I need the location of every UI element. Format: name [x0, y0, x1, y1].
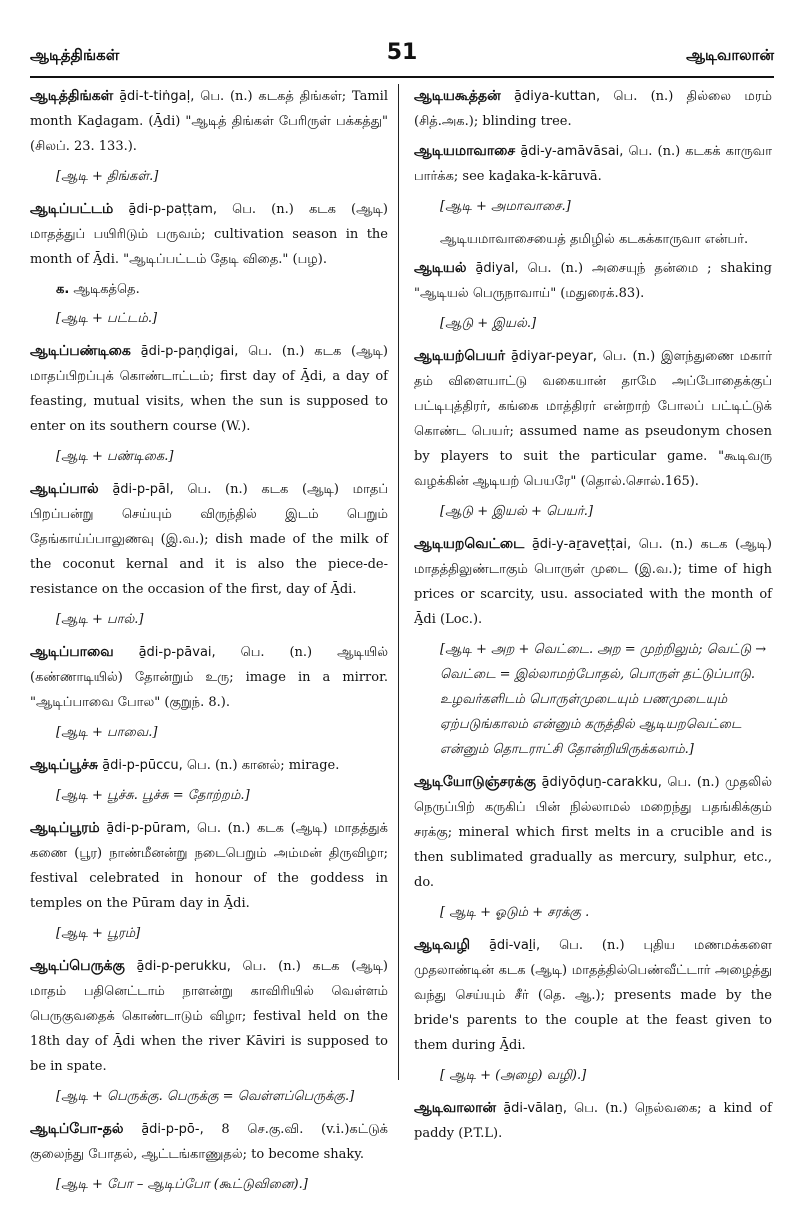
entry-definition: பெ. (n.) கடகக் காருவா பார்க்க; see kaḏaka-k-kāruvā. [414, 144, 772, 184]
entry-transliteration: ā̱di-p-pūram, [106, 821, 191, 836]
entry-headword: ஆடிப்பூரம் [30, 820, 100, 836]
entry-headword: ஆடித்திங்கள் [30, 88, 114, 104]
entry-headword: ஆடியகூத்தன் [414, 88, 501, 104]
entry-etymology: [ஆடி + பண்டிகை.] [56, 449, 174, 464]
dictionary-entry [30, 197, 388, 272]
entry-definition: பெ. (n.) முதலில் நெருப்பிற் கருகிப் பின் நில்லாமல் மறைந்து பதங்கிக்கும் சரக்கு; mineral which first melts in a crucible and is then sublimated gradually as mercury, sulphur, etc., do. [414, 775, 772, 890]
entry-etymology: [ஆடு + இயல் + பெயர்.] [440, 504, 593, 519]
entry-etymology: [ஆடி + பூரம்] [56, 926, 141, 941]
column-divider [398, 84, 399, 1080]
entry-etymology: [ஆடி + பால்.] [56, 612, 144, 627]
entry-headword: ஆடியற்பெயர் [414, 348, 506, 364]
entry-definition: பெ. (n.) கடக (ஆடி) மாதத்துக் கணை (பூர) நாண்மீனன்று நடைபெறும் அம்மன் திருவிழா; festival celebrated in honour of the goddess in temples on the Pūram day in Ā̱di. [30, 821, 389, 911]
entry-headword: ஆடிப்பால் [30, 481, 99, 497]
dictionary-entry [30, 640, 388, 715]
cognate-language: க. [56, 282, 70, 297]
entry-headword: ஆடியறவெட்டை [414, 536, 525, 552]
page-number: 51 [386, 40, 418, 65]
cognate-word: ஆடிகத்தெ. [73, 282, 140, 297]
entry-etymology: [ ஆடி + ஓடும் + சரக்கு . [440, 905, 590, 920]
dictionary-entry [30, 339, 388, 439]
entry-definition: பெ. (n.) இளந்துணை மகார் தம் விளையாட்டு வகையான் தாமே அப்போதைக்குப் பட்டிபுத்திரர், கங்கை மாத்திரர் என்றாற் போலப் பட்டிட்டுக் கொண்ட பெயர்; assumed name as pseudonym chosen by players to suit the particular game. "கூடிவரு வழக்கின் ஆடியற் பெயரே" (தொல்.சொல்.165). [414, 349, 772, 489]
entry-transliteration: ā̱di-vālaṉ, [503, 1101, 567, 1116]
entry-definition: பெ. (n.) அசையுந் தன்மை ; shaking "ஆடியல் பெருநாவாய்" (மதுரைக்.83). [414, 261, 772, 301]
entry-headword: ஆடியோடுஞ்சரக்கு [414, 774, 536, 790]
entry-headword: ஆடியல் [414, 260, 467, 276]
cognate-note [56, 277, 388, 302]
entry-definition: பெ. (n.) தில்லை மரம் (சித்.அக.); blinding tree. [414, 89, 772, 129]
entry-transliteration: ā̱di-p-paṭṭam, [128, 202, 217, 217]
entry-definition: பெ. (n.) கடக (ஆடி) மாதம் பதினெட்டாம் நாளன்று காவிரியில் வெள்ளம் பெருகுவதைக் கொண்டாடும் விழா; festival held on the 18th day of Ā̱di when the river Kāviri is supposed to be in spate. [30, 959, 388, 1074]
dictionary-entry [414, 532, 772, 632]
entry-transliteration: ā̱di-p-pāl, [112, 482, 174, 497]
entry-transliteration: ā̱di-p-perukku, [136, 959, 231, 974]
entry-definition: பெ. (n.) நெல்வகை; a kind of paddy (P.T.L). [414, 1101, 772, 1141]
dictionary-entry [414, 84, 772, 134]
right-column [414, 84, 772, 1151]
entry-headword: ஆடிப்பாவை [30, 644, 114, 660]
entry-headword: ஆடிப்பூச்சு [30, 757, 98, 773]
entry-etymology: [ ஆடி + (அழை) வழி).] [440, 1068, 587, 1083]
dictionary-entry [30, 84, 388, 159]
entry-transliteration: ā̱di-y-aṟaveṭṭai, [531, 537, 632, 552]
entry-definition: பெ. (n.) கானல்; mirage. [186, 758, 340, 773]
dictionary-entry [30, 477, 388, 602]
entry-transliteration: ā̱diyar-peyar, [510, 349, 597, 364]
entry-definition: பெ. (n.) கடக (ஆடி) மாதத்துப் பயிரிடும் பருவம்; cultivation season in the month of Ā̱di. "ஆடிப்பட்டம் தேடி விதை." (பழ). [30, 202, 388, 267]
dictionary-entry [30, 1117, 388, 1167]
entry-definition: பெ. (n.) கடக (ஆடி) மாதத்திலுண்டாகும் பொருள் முடை (இ.வ.); time of high prices or scarcity, usu. associated with the month of Ā̱di (Loc.). [414, 537, 772, 627]
entry-etymology: [ஆடி + பெருக்கு. பெருக்கு = வெள்ளப்பெருக்கு.] [56, 1089, 355, 1104]
entry-etymology: [ஆடி + அற + வெட்டை. அற = முற்றிலும்; வெட்டு → வெட்டை = இல்லாமற்போதல், பொருள் தட்டுப்பாடு. உழவர்களிடம் பொருள்முடையும் பணமுடையும் ஏற்படுங்காலம் என்னும் கருத்தில் ஆடியறவெட்டை என்னும் தொடராட்சி தோன்றியிருக்கலாம்.] [440, 642, 767, 757]
dictionary-entry [414, 139, 772, 189]
entry-etymology: [ஆடி + பாவை.] [56, 725, 158, 740]
entry-definition: பெ. (n.) கடக (ஆடி) மாதப்பிறப்புக் கொண்டாட்டம்; first day of Ā̱di, a day of feasting, mutual visits, when the sun is supposed to enter on its southern course (W.). [30, 344, 388, 434]
entry-definition: பெ. (n.) கடக (ஆடி) மாதப் பிறப்பன்று செய்யும் விருந்தில் இடம் பெறும் தேங்காய்ப்பாலுணவு (இ.வ.); dish made of the milk of the coconut kernal and it is also the piece-de-resistance on the occasion of the first, day of Ā̱di. [30, 482, 389, 597]
entry-etymology: [ஆடி + பூச்சு. பூச்சு = தோற்றம்.] [56, 788, 250, 803]
entry-definition: பெ. (n.) ஆடியில் (கண்ணாடியில்) தோன்றும் உரு; image in a mirror. "ஆடிப்பாவை போல" (குறுந். 8.). [30, 645, 388, 710]
dictionary-entry [414, 1096, 772, 1146]
entry-headword: ஆடியமாவாசை [414, 143, 516, 159]
dictionary-entry [30, 954, 388, 1079]
last-headword: ஆடிவாலான் [686, 46, 774, 64]
header-rule [30, 76, 774, 78]
dictionary-entry [414, 933, 772, 1058]
entry-etymology: [ஆடி + திங்கள்.] [56, 169, 159, 184]
entry-transliteration: ā̱diyōḍuṉ-carakku, [541, 775, 662, 790]
entry-headword: ஆடிப்பட்டம் [30, 201, 114, 217]
entry-transliteration: ā̱di-p-pō-, [141, 1122, 204, 1137]
entry-headword: ஆடிப்போ-தல் [30, 1121, 124, 1137]
entry-headword: ஆடிவாலான் [414, 1100, 497, 1116]
dictionary-entry [414, 344, 772, 494]
entry-transliteration: ā̱di-y-amāvāsai, [520, 144, 624, 159]
page-header [30, 40, 774, 74]
entry-note: ஆடியமாவாசையைத் தமிழில் கடகக்காருவா என்பர். [440, 232, 749, 247]
entry-transliteration: ā̱di-p-pāvai, [138, 645, 216, 660]
entry-transliteration: ā̱di-p-paṇḍigai, [140, 344, 239, 359]
entry-etymology: [ஆடு + இயல்.] [440, 316, 537, 331]
entry-definition: 8 செ.கு.வி. (v.i.)கட்டுக் குலைந்து போதல், ஆட்டங்காணுதல்; to become shaky. [30, 1122, 388, 1162]
entry-transliteration: ā̱di-p-pūccu, [102, 758, 183, 773]
entry-headword: ஆடிப்பெருக்கு [30, 958, 125, 974]
entry-headword: ஆடிவழி [414, 937, 471, 953]
left-column [30, 84, 388, 1205]
entry-definition: பெ. (n.) கடகத் திங்கள்; Tamil month Kaḏagam. (Ā̱di) "ஆடித் திங்கள் பேரிருள் பக்கத்து" (சிலப். 23. 133.). [30, 89, 388, 154]
entry-transliteration: ā̱diya-kuttan, [514, 89, 601, 104]
entry-transliteration: ā̱di-vaḻi, [488, 938, 541, 953]
dictionary-entry [30, 816, 388, 916]
entry-etymology: [ஆடி + அமாவாசை.] [440, 199, 571, 214]
entry-definition: பெ. (n.) புதிய மணமக்களை முதலாண்டின் கடக (ஆடி) மாதத்தில்பெண்வீட்டார் அழைத்து வந்து செய்யும் சீர் (தெ. ஆ.); presents made by the bride's parents to the couple at the feast given to them during Ā̱di. [414, 938, 772, 1053]
entry-etymology: [ஆடி + போ – ஆடிப்போ (கூட்டுவினை).] [56, 1177, 308, 1192]
entry-transliteration: ā̱diyal, [475, 261, 519, 276]
entry-etymology: [ஆடி + பட்டம்.] [56, 311, 158, 326]
dictionary-entry [414, 770, 772, 895]
entry-transliteration: ā̱di-t-tiṅgaḷ, [119, 89, 195, 104]
dictionary-entry [414, 256, 772, 306]
dictionary-entry [30, 753, 388, 778]
first-headword: ஆடித்திங்கள் [30, 46, 120, 64]
entry-headword: ஆடிப்பண்டிகை [30, 343, 131, 359]
